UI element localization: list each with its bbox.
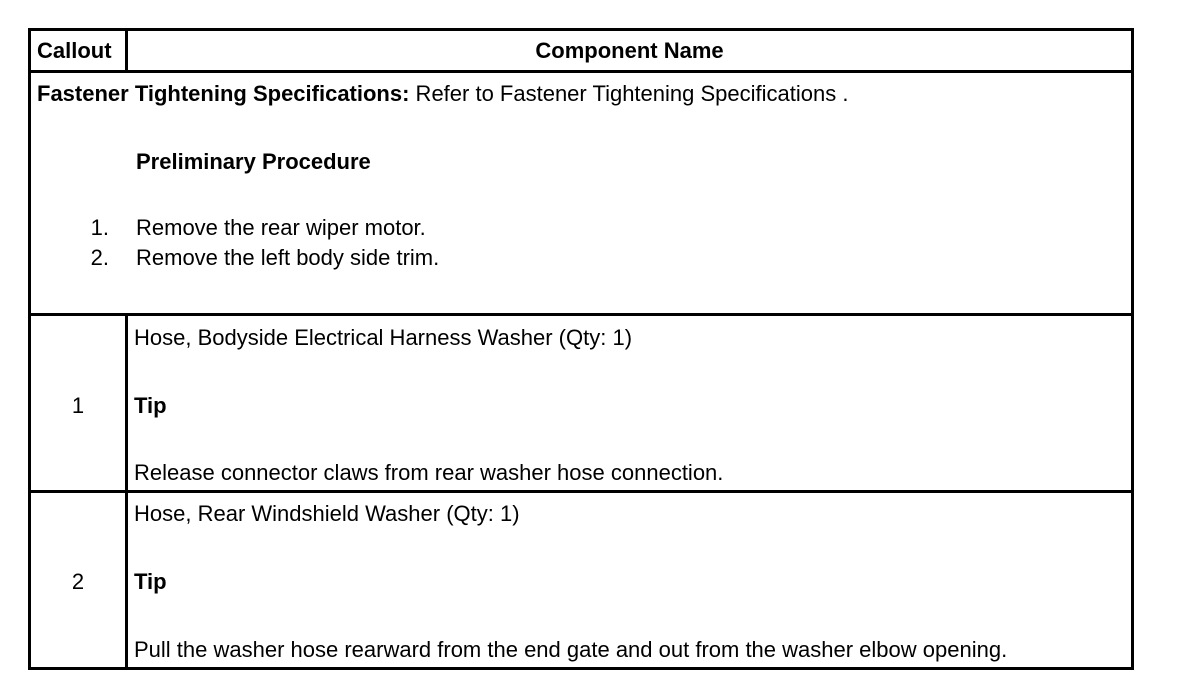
header-callout: Callout [37,38,112,63]
intro-divider [31,313,1131,316]
row-component-name: Hose, Rear Windshield Washer (Qty: 1) [134,501,520,526]
header-divider [31,70,1131,73]
step-number: 1. [90,215,109,240]
row-callout-number: 2 [71,569,85,594]
row-tip-label: Tip [134,393,167,418]
header-component-name: Component Name [535,38,724,63]
step-number: 2. [90,245,109,270]
row-callout-number: 1 [71,393,85,418]
row-tip-text: Release connector claws from rear washer hose connection. [134,460,724,485]
row-tip-label: Tip [134,569,167,594]
fastener-spec-line [37,81,848,107]
procedure-table [28,28,1134,670]
fastener-spec-text: Refer to Fastener Tightening Specifications . [409,81,849,106]
step-text: Remove the left body side trim. [136,245,440,270]
fastener-spec-label: Fastener Tightening Specifications: [37,81,410,106]
step-text: Remove the rear wiper motor. [136,215,426,240]
row-component-name: Hose, Bodyside Electrical Harness Washer (Qty: 1) [134,325,633,350]
preliminary-procedure-title: Preliminary Procedure [136,149,371,174]
row-divider [31,490,1131,493]
row-tip-text: Pull the washer hose rearward from the end gate and out from the washer elbow opening. [134,637,1008,662]
